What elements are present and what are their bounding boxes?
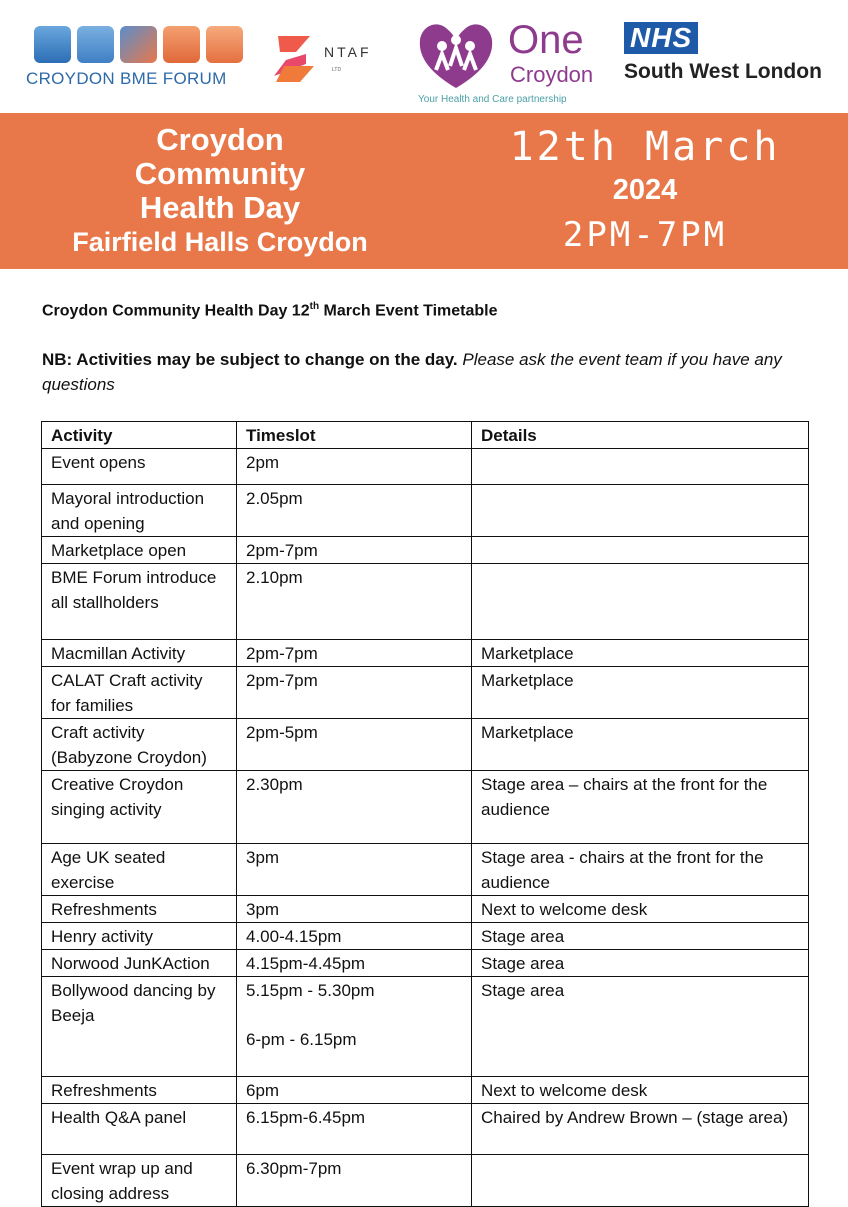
- table-row: [42, 950, 809, 977]
- timeslot-text: 2.05pm: [246, 489, 303, 508]
- cell-timeslot: [237, 1155, 472, 1207]
- cell-activity: Marketplace open: [42, 537, 237, 564]
- cell-activity: CALAT Craft activity for families: [42, 667, 237, 719]
- one-croydon-tagline: Your Health and Care partnership: [418, 94, 567, 105]
- timeslot-text: 6.15pm-6.45pm: [246, 1108, 366, 1127]
- table-row: [42, 537, 809, 564]
- cell-details: Next to welcome desk: [472, 896, 809, 923]
- cell-details: Stage area: [472, 923, 809, 950]
- timeslot-text: 2pm-5pm: [246, 723, 318, 742]
- cell-timeslot: [237, 771, 472, 844]
- cell-activity: Bollywood dancing by Beeja: [42, 977, 237, 1077]
- cell-timeslot: [237, 950, 472, 977]
- note-italic: Please ask the event team if you have any questions: [42, 350, 782, 394]
- logo-square: [77, 26, 114, 63]
- cell-timeslot: [237, 564, 472, 640]
- table-header-row: [42, 422, 809, 449]
- cell-timeslot: [237, 640, 472, 667]
- cell-details: Stage area: [472, 977, 809, 1077]
- bme-logo-squares: [34, 26, 246, 63]
- bme-forum-name: CROYDON BME FORUM: [26, 69, 227, 88]
- column-header-activity: Activity: [42, 422, 237, 449]
- table-row: [42, 844, 809, 896]
- cell-timeslot: [237, 896, 472, 923]
- cell-activity: Mayoral introduction and opening: [42, 485, 237, 537]
- cell-details: Marketplace: [472, 719, 809, 771]
- cell-details: Marketplace: [472, 667, 809, 719]
- cell-activity: Event opens: [42, 449, 237, 485]
- banner-date-day: 12th March: [509, 124, 781, 170]
- timeslot-text: 2.10pm: [246, 568, 303, 587]
- table-row: [42, 923, 809, 950]
- cell-timeslot: [237, 449, 472, 485]
- cell-details: [472, 1155, 809, 1207]
- logo-square: [163, 26, 200, 63]
- note-bold: NB: Activities may be subject to change on the day.: [42, 350, 458, 369]
- timetable: [41, 421, 809, 1207]
- timeslot-text: 2pm-7pm: [246, 671, 318, 690]
- croydon-bme-forum-logo: [26, 26, 246, 89]
- nhs-wordmark: NHS: [624, 22, 698, 54]
- ntaf-ltd: LTD: [332, 67, 342, 73]
- cell-timeslot: [237, 923, 472, 950]
- timeslot-text: 4.15pm-4.45pm: [246, 954, 366, 973]
- timeslot-text: 4.00-4.15pm: [246, 927, 342, 946]
- cell-activity: Norwood JunKAction: [42, 950, 237, 977]
- table-row: [42, 719, 809, 771]
- table-row: [42, 1104, 809, 1155]
- banner-title-line: Health Day: [139, 190, 301, 225]
- ntaf-name: NTAF: [324, 44, 372, 60]
- event-banner: [0, 113, 848, 269]
- cell-details: Marketplace: [472, 640, 809, 667]
- timeslot-text: 6pm: [246, 1081, 280, 1100]
- banner-title-line: Community: [134, 156, 306, 191]
- cell-activity: Henry activity: [42, 923, 237, 950]
- table-row: [42, 485, 809, 537]
- table-row: [42, 1155, 809, 1207]
- table-row: [42, 667, 809, 719]
- cell-activity: Refreshments: [42, 896, 237, 923]
- one-croydon-logo: [410, 10, 620, 110]
- cell-timeslot: [237, 1077, 472, 1104]
- banner-title: [20, 123, 420, 259]
- cell-details: Stage area - chairs at the front for the audience: [472, 844, 809, 896]
- timeslot-text: 2pm: [246, 453, 280, 472]
- table-row: [42, 1077, 809, 1104]
- cell-details: [472, 449, 809, 485]
- cell-details: [472, 564, 809, 640]
- cell-activity: Refreshments: [42, 1077, 237, 1104]
- heading-sup: th: [309, 301, 320, 312]
- timeslot-text: 2pm-7pm: [246, 541, 318, 560]
- cell-activity: Macmillan Activity: [42, 640, 237, 667]
- column-header-details: Details: [472, 422, 809, 449]
- table-row: [42, 771, 809, 844]
- logo-square: [34, 26, 71, 63]
- table-row: [42, 640, 809, 667]
- cell-details: Stage area: [472, 950, 809, 977]
- table-row: [42, 564, 809, 640]
- cell-details: Stage area – chairs at the front for the audience: [472, 771, 809, 844]
- table-row: [42, 896, 809, 923]
- one-croydon-croydon: Croydon: [510, 62, 594, 87]
- one-croydon-heart-icon: [414, 16, 498, 92]
- ntaf-logo: [266, 30, 396, 90]
- change-note: [42, 347, 802, 397]
- table-row: [42, 449, 809, 485]
- timeslot-text: 2pm-7pm: [246, 644, 318, 663]
- one-croydon-one: One: [508, 18, 584, 62]
- banner-date: [440, 121, 848, 263]
- timeslot-text: 6.30pm-7pm: [246, 1159, 342, 1178]
- heading-text: March Event Timetable: [319, 302, 498, 320]
- timeslot-text: 3pm: [246, 900, 280, 919]
- cell-activity: Craft activity (Babyzone Croydon): [42, 719, 237, 771]
- cell-timeslot: [237, 1104, 472, 1155]
- banner-title-line: Croydon: [156, 122, 284, 157]
- cell-timeslot: [237, 667, 472, 719]
- cell-details: [472, 537, 809, 564]
- timeslot-text: 5.15pm - 5.30pm: [246, 981, 375, 1000]
- cell-timeslot: [237, 977, 472, 1077]
- timeslot-text: 3pm: [246, 848, 280, 867]
- cell-details: Next to welcome desk: [472, 1077, 809, 1104]
- logo-strip: [0, 0, 848, 112]
- cell-timeslot: [237, 719, 472, 771]
- banner-venue: Fairfield Halls Croydon: [72, 227, 368, 257]
- cell-activity: BME Forum introduce all stallholders: [42, 564, 237, 640]
- cell-timeslot: [237, 844, 472, 896]
- cell-activity: Creative Croydon singing activity: [42, 771, 237, 844]
- cell-activity: Age UK seated exercise: [42, 844, 237, 896]
- banner-date-year: 2024: [612, 174, 678, 206]
- cell-activity: Event wrap up and closing address: [42, 1155, 237, 1207]
- ntaf-mark-icon: [266, 30, 322, 86]
- banner-time: 2PM-7PM: [562, 215, 728, 255]
- nhs-region: South West London: [624, 60, 822, 83]
- timeslot-text: 2.30pm: [246, 775, 303, 794]
- nhs-logo: [624, 22, 834, 84]
- timeslot-text: 6-pm - 6.15pm: [246, 1030, 357, 1049]
- column-header-timeslot: Timeslot: [237, 422, 472, 449]
- timetable-heading: [42, 301, 498, 320]
- table-row: [42, 977, 809, 1077]
- timetable-body: [42, 449, 809, 1207]
- heading-text: Croydon Community Health Day 12: [42, 302, 310, 320]
- cell-timeslot: [237, 537, 472, 564]
- logo-square: [206, 26, 243, 63]
- cell-timeslot: [237, 485, 472, 537]
- cell-activity: Health Q&A panel: [42, 1104, 237, 1155]
- logo-square: [120, 26, 157, 63]
- cell-details: Chaired by Andrew Brown – (stage area): [472, 1104, 809, 1155]
- cell-details: [472, 485, 809, 537]
